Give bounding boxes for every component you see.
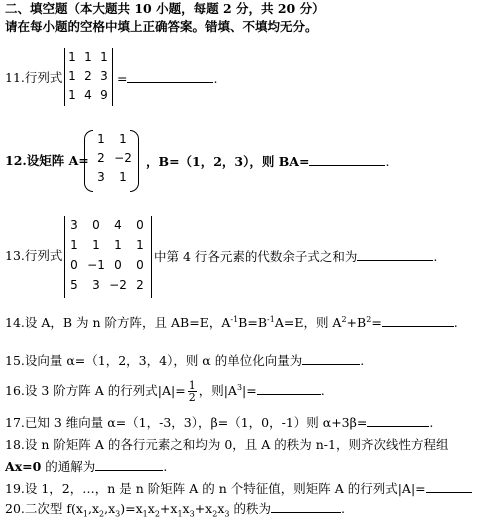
matrix-cell: 2 bbox=[97, 151, 105, 165]
matrix-cell: −2 bbox=[114, 151, 132, 165]
q13-determinant bbox=[64, 216, 154, 298]
answer-blank[interactable] bbox=[302, 352, 360, 365]
question-13 bbox=[5, 248, 62, 264]
matrix-cell: 3 bbox=[92, 278, 100, 292]
matrix-cell: −2 bbox=[109, 278, 127, 292]
answer-blank[interactable] bbox=[95, 458, 163, 471]
instructions: 请在每小题的空格中填上正确答案。错填、不填均无分。 bbox=[5, 19, 318, 34]
answer-blank[interactable] bbox=[127, 70, 213, 83]
matrix-cell: 4 bbox=[84, 88, 92, 102]
matrix-cell: 1 bbox=[114, 238, 122, 252]
matrix-cell: 5 bbox=[70, 278, 78, 292]
matrix-cell: 0 bbox=[136, 218, 144, 232]
matrix-cell: 4 bbox=[114, 218, 122, 232]
matrix-cell: 1 bbox=[119, 132, 127, 146]
answer-blank[interactable] bbox=[271, 500, 341, 513]
question-15: 15.设向量 α=（1，2，3，4），则 α 的单位化向量为 . bbox=[5, 353, 365, 368]
matrix-cell: 1 bbox=[68, 88, 76, 102]
fraction: $\frac{1}{2}$ bbox=[188, 379, 196, 404]
matrix-cell: 0 bbox=[114, 258, 122, 272]
matrix-cell: 1 bbox=[97, 132, 105, 146]
q12-prefix: 12.设矩阵 A= bbox=[5, 153, 89, 168]
section-title: 二、填空题（本大题共 10 小题，每题 2 分，共 20 分） bbox=[5, 1, 325, 16]
det-bar-right bbox=[151, 216, 152, 298]
question-20: 20.二次型 $f(x_1,x_2,x_3)=x_1x_2+x_1x_3+x_2x_3$ 的秩为 . bbox=[5, 501, 345, 519]
matrix-cell: 3 bbox=[100, 69, 108, 83]
matrix-cell: −1 bbox=[87, 258, 105, 272]
q11-answer: = . bbox=[117, 71, 218, 86]
answer-blank[interactable] bbox=[309, 153, 385, 166]
matrix-cell: 1 bbox=[70, 238, 78, 252]
q13-answer: 中第 4 行各元素的代数余子式之和为 . bbox=[154, 249, 438, 264]
question-18-line1: 18.设 n 阶矩阵 A 的各行元素之和均为 0，且 A 的秩为 n-1，则齐次线性方程组 bbox=[5, 437, 449, 452]
matrix-cell: 3 bbox=[70, 218, 78, 232]
question-11 bbox=[5, 70, 62, 86]
matrix-cell: 1 bbox=[68, 69, 76, 83]
answer-blank[interactable] bbox=[257, 382, 321, 395]
matrix-cell: 1 bbox=[68, 50, 76, 64]
matrix-cell: 1 bbox=[92, 238, 100, 252]
answer-blank[interactable] bbox=[357, 248, 433, 261]
q12-matrix bbox=[84, 130, 140, 192]
det-bar-right bbox=[112, 48, 113, 106]
matrix-cell: 1 bbox=[84, 50, 92, 64]
matrix-cell: 0 bbox=[136, 258, 144, 272]
matrix-cell: 0 bbox=[92, 218, 100, 232]
q11-determinant bbox=[64, 48, 120, 106]
matrix-cell: 9 bbox=[100, 88, 108, 102]
matrix-cell: 2 bbox=[136, 278, 144, 292]
question-18-line2: Ax=0 的通解为 . bbox=[5, 459, 168, 474]
matrix-cell: 1 bbox=[119, 170, 127, 184]
question-19: 19.设 1，2，…，n 是 n 阶矩阵 A 的 n 个特征值，则矩阵 A 的行列式|A|= bbox=[5, 480, 472, 497]
answer-blank[interactable] bbox=[367, 414, 429, 427]
answer-blank[interactable] bbox=[382, 314, 454, 327]
q11-prefix: 11.行列式 bbox=[5, 70, 63, 85]
question-17: 17.已知 3 维向量 α=（1，-3，3），β=（1，0，-1）则 α+3β= . bbox=[5, 415, 434, 430]
matrix-cell: 1 bbox=[100, 50, 108, 64]
matrix-cell: 0 bbox=[70, 258, 78, 272]
q13-prefix: 13.行列式 bbox=[5, 248, 63, 263]
question-12 bbox=[5, 153, 89, 169]
matrix-cell: 1 bbox=[136, 238, 144, 252]
matrix-cell: 3 bbox=[97, 170, 105, 184]
q12-answer: ，B=（1，2，3），则 BA= . bbox=[146, 154, 390, 169]
question-14: 14.设 A，B 为 n 阶方阵，且 AB=E，$A^{-1}B=B^{-1}A=E$，则 $A^2+B^2=$ . bbox=[5, 314, 458, 330]
matrix-cell: 2 bbox=[84, 69, 92, 83]
answer-blank[interactable] bbox=[426, 480, 472, 493]
question-16: 16.设 3 阶方阵 A 的行列式|A|= $\frac{1}{2}$ ，则$|A^3|=$ . bbox=[5, 379, 325, 404]
